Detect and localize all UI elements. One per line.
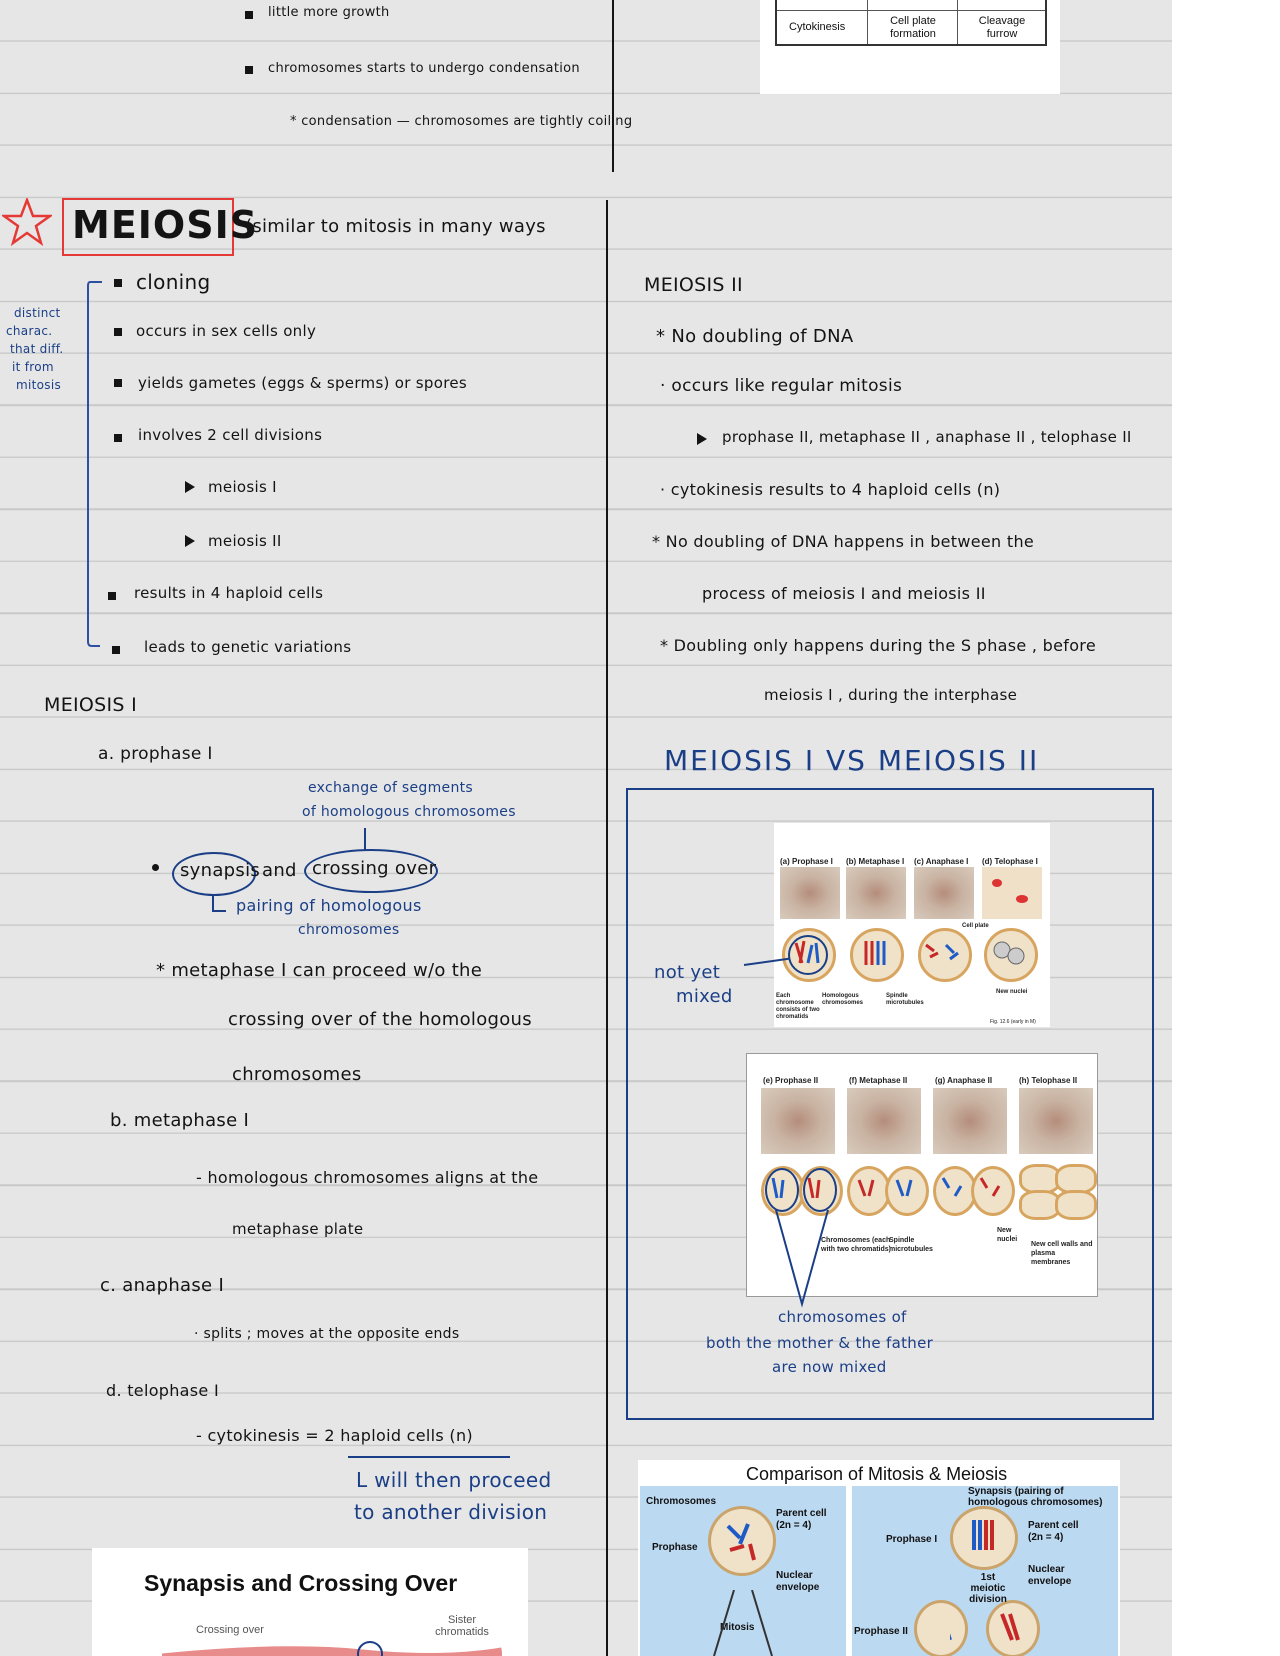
bullet	[114, 279, 122, 287]
annotation: chromosomes	[298, 922, 400, 938]
note-line: prophase II, metaphase II , anaphase II , telophase II	[722, 428, 1132, 446]
table-card	[760, 0, 1060, 94]
underline	[348, 1456, 510, 1458]
side-note: distinct	[14, 306, 61, 320]
note-line: · cytokinesis results to 4 haploid cells (n)	[660, 480, 1001, 499]
note-line: leads to genetic variations	[144, 638, 352, 656]
arrow-lines	[704, 1590, 784, 1656]
mitosis-meiosis-figure	[638, 1460, 1120, 1656]
note-line: b. metaphase I	[110, 1110, 250, 1131]
column-divider-main	[606, 200, 608, 1656]
note-line: · splits ; moves at the opposite ends	[194, 1326, 460, 1342]
annotation: chromosomes of	[778, 1308, 907, 1326]
bullet	[114, 434, 122, 442]
comparison-title: MEIOSIS I VS MEIOSIS II	[664, 744, 1040, 777]
section-heading: MEIOSIS I	[44, 694, 138, 716]
synapsis-figure	[92, 1548, 528, 1656]
note-line: c. anaphase I	[100, 1275, 225, 1296]
figure-label: Sister chromatids	[435, 1614, 489, 1638]
table-row-label: Cytokinesis	[789, 21, 846, 33]
note-line: meiosis II	[208, 532, 282, 550]
figure-label: Fig. 12.6 (early in M)	[990, 1019, 1036, 1025]
figure-label: Spindle microtubules	[886, 993, 924, 1006]
figure-label: Nuclear envelope	[776, 1570, 820, 1593]
annotation-hook	[212, 894, 226, 912]
figure-label: Parent cell (2n = 4)	[1028, 1520, 1079, 1543]
note-line: d. telophase I	[106, 1381, 219, 1400]
bullet	[245, 11, 253, 19]
figure-label: Synapsis (pairing of homologous chromosomes)	[968, 1486, 1103, 1508]
annotation: mixed	[676, 986, 733, 1007]
figure-label: Chromosomes	[646, 1496, 717, 1507]
side-note: it from	[12, 360, 54, 374]
figure-title: Synapsis and Crossing Over	[144, 1570, 458, 1596]
figure-label: Crossing over	[196, 1624, 264, 1636]
figure-label: (e) Prophase II	[763, 1076, 819, 1085]
figure-label: Homologous chromosomes	[822, 993, 864, 1006]
figure-label: Nuclear envelope	[1028, 1564, 1072, 1587]
note-line: process of meiosis I and meiosis II	[702, 584, 986, 603]
annotation: exchange of segments	[308, 780, 474, 796]
column-divider-top	[612, 0, 614, 172]
micrograph	[1019, 1088, 1093, 1154]
note-line: * No doubling of DNA happens in between the	[652, 532, 1035, 551]
note-line: crossing over of the homologous	[228, 1009, 532, 1030]
table-cell-plant: Cell plate formation	[890, 15, 936, 40]
annotation: both the mother & the father	[706, 1334, 934, 1352]
annotation: L will then proceed	[356, 1468, 552, 1492]
note-line: metaphase plate	[232, 1220, 364, 1238]
crossing-over-label: crossing over	[312, 858, 437, 879]
annotation: not yet	[654, 962, 721, 983]
chromosome-marks	[708, 1506, 778, 1576]
side-note: charac.	[6, 324, 53, 338]
star-icon	[2, 198, 52, 246]
figure-label: 1st meiotic division	[969, 1572, 1007, 1605]
arrow-bullet	[185, 481, 195, 493]
table-cell-animal: Cleavage furrow	[978, 15, 1026, 40]
bullet	[152, 864, 159, 871]
note-line: * No doubling of DNA	[656, 326, 854, 347]
note-line: a. prophase I	[98, 744, 213, 764]
bullet	[245, 66, 253, 74]
note-line: * Doubling only happens during the S phase , before	[660, 636, 1096, 655]
side-note: mitosis	[16, 378, 62, 392]
figure-label: (g) Anaphase II	[935, 1076, 993, 1085]
micrograph	[780, 867, 840, 919]
annotation: are now mixed	[772, 1358, 887, 1376]
meiosis-subtitle: (similar to mitosis in many ways	[245, 216, 546, 237]
annotation: to another division	[354, 1500, 548, 1524]
figure-label: Chromosomes (each with two chromatids)	[821, 1237, 891, 1253]
figure-label: (a) Prophase I	[780, 857, 833, 866]
figure-label: (b) Metaphase I	[846, 857, 905, 866]
bullet	[108, 592, 116, 600]
annotation-lines	[760, 1200, 850, 1310]
bullet	[114, 328, 122, 336]
note-line: yields gametes (eggs & sperms) or spores	[138, 374, 467, 392]
note-line: occurs in sex cells only	[136, 322, 317, 340]
side-note: that diff.	[10, 342, 64, 356]
micrograph	[761, 1088, 835, 1154]
annotation: of homologous chromosomes	[302, 804, 516, 820]
figure-label: New cell walls and plasma membranes	[1031, 1241, 1093, 1266]
figure-label: Spindle microtubules	[889, 1237, 933, 1253]
note-line: - cytokinesis = 2 haploid cells (n)	[196, 1426, 473, 1445]
micrograph	[847, 1088, 921, 1154]
note-line: results in 4 haploid cells	[134, 584, 324, 602]
comparison-table	[775, 0, 1047, 46]
figure-label: Prophase I	[886, 1534, 938, 1545]
note-line: chromosomes	[232, 1064, 362, 1085]
arrow-bullet	[185, 535, 195, 547]
arrow-bullet	[697, 433, 707, 445]
figure-label: Mitosis	[720, 1622, 755, 1633]
annotation-line	[364, 828, 366, 850]
figure-label: (f) Metaphase II	[849, 1076, 908, 1085]
annotation: pairing of homologous	[236, 896, 422, 915]
figure-label: Each chromosome consists of two chromatids	[776, 993, 820, 1020]
figure-label: New nuclei	[996, 989, 1028, 995]
note-line: meiosis I , during the interphase	[764, 686, 1018, 704]
bracket	[78, 276, 108, 651]
note-line: and	[262, 860, 297, 881]
note-line: · occurs like regular mitosis	[660, 376, 903, 396]
note-line: cloning	[136, 270, 211, 294]
figure-label: Parent cell (2n = 4)	[776, 1508, 827, 1531]
chromosome-illustration	[162, 1638, 502, 1656]
micrograph	[846, 867, 906, 919]
micrograph	[914, 867, 974, 919]
note-line: involves 2 cell divisions	[138, 426, 323, 444]
micrograph	[933, 1088, 1007, 1154]
note-line: * metaphase I can proceed w/o the	[156, 960, 483, 981]
figure-label: Cell plate	[962, 923, 989, 929]
section-heading: MEIOSIS II	[644, 274, 743, 296]
meiosis-title: MEIOSIS	[72, 203, 259, 247]
figure-label: (d) Telophase I	[982, 857, 1038, 866]
figure-title: Comparison of Mitosis & Meiosis	[746, 1464, 1008, 1484]
figure-label: Prophase II	[854, 1626, 908, 1637]
figure-label: Prophase	[652, 1542, 698, 1553]
note-line: - homologous chromosomes aligns at the	[196, 1168, 539, 1187]
micrograph	[982, 867, 1042, 919]
figure-label: (h) Telophase II	[1019, 1076, 1078, 1085]
figure-label: New nuclei	[997, 1227, 1018, 1243]
bullet	[114, 379, 122, 387]
figure-label: (c) Anaphase I	[914, 857, 969, 866]
note-line: chromosomes starts to undergo condensation	[268, 61, 580, 76]
note-line: meiosis I	[208, 478, 277, 496]
bullet	[112, 646, 120, 654]
meiosis1-figure	[774, 823, 1050, 1027]
note-line: * condensation — chromosomes are tightly coiling	[290, 114, 633, 129]
note-line: little more growth	[268, 5, 390, 20]
synapsis-label: synapsis	[180, 860, 261, 881]
highlight-circle	[788, 935, 828, 975]
